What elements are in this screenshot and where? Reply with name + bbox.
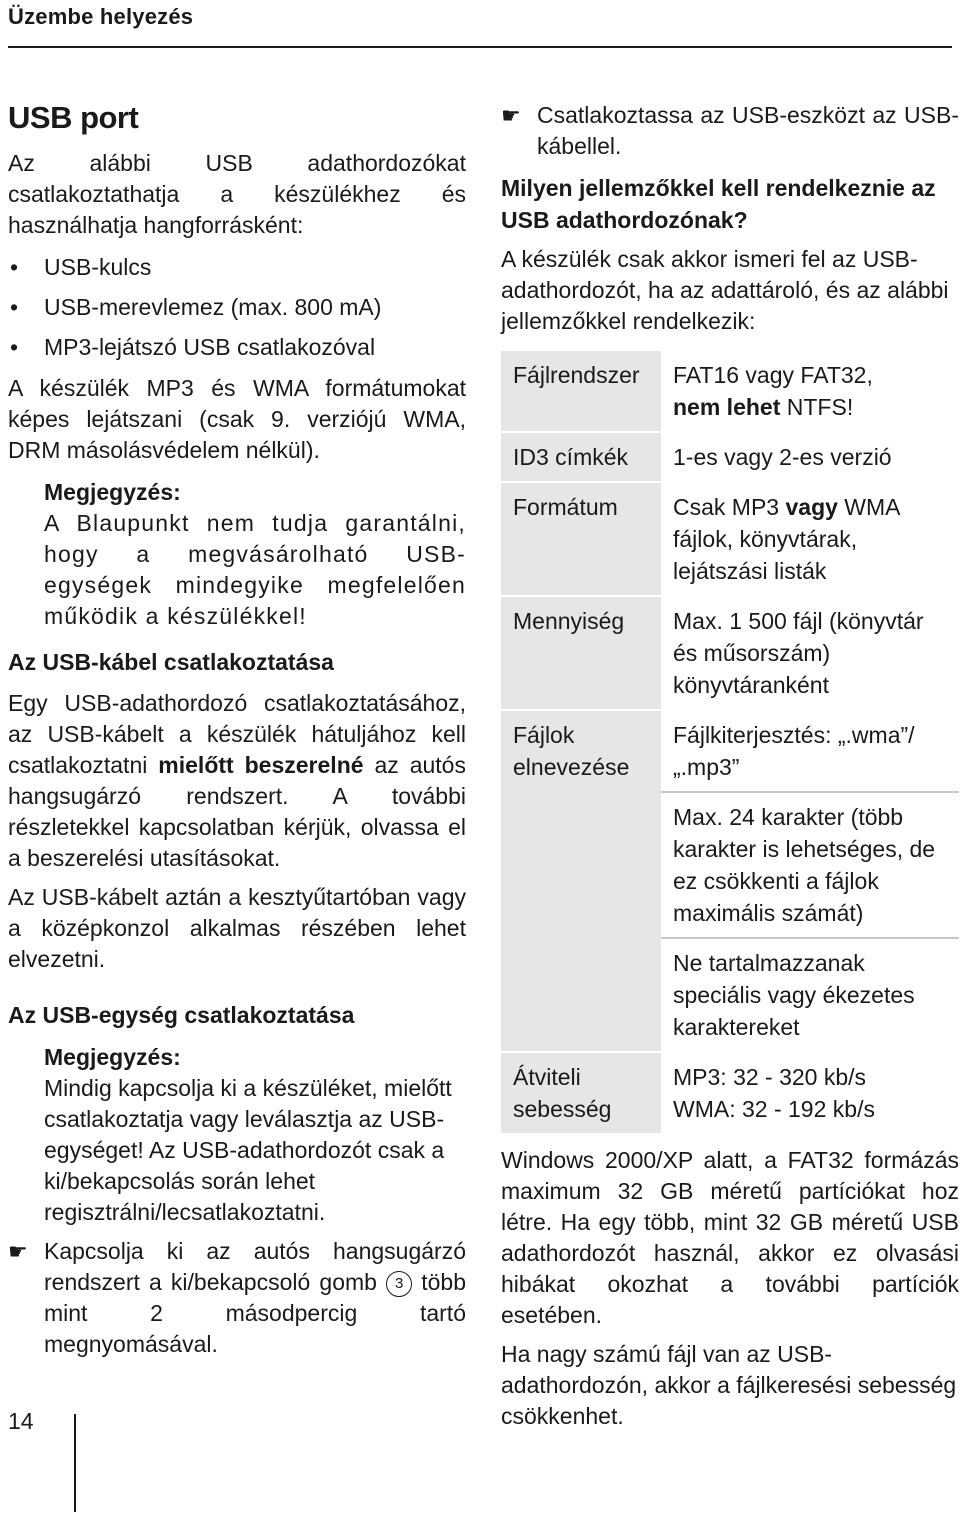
table-row [501,709,959,791]
pointing-hand-icon: ☛ [8,1239,28,1264]
table-value: Ne tartalmazzanak speciális vagy ékezetes karaktereket [661,937,959,1051]
table-row [501,1051,959,1133]
note-power-off [44,1041,466,1228]
bullet-icon: • [10,294,19,320]
table-key: Átviteli sebesség [501,1051,661,1133]
note-heading: Megjegyzés: [44,1044,181,1070]
bullet-icon: • [10,334,19,360]
header-divider [8,46,952,48]
cable-heading: Az USB-kábel csatlakoztatása [8,649,334,675]
table-value: FAT16 vagy FAT32, nem lehet NTFS! [673,362,873,420]
table-row [501,351,959,431]
table-key: Mennyiség [501,595,661,709]
page-number: 14 [8,1408,34,1434]
table-value: MP3: 32 - 320 kb/s WMA: 32 - 192 kb/s [661,1051,959,1133]
button-number-badge: 3 [386,1271,412,1297]
footer-divider [74,1414,76,1512]
table-key: Formátum [501,481,661,595]
requirements-table [501,351,959,1133]
requirements-question: Milyen jellemzőkkel kell rendelkeznie az USB adathordozónak? [501,175,936,233]
search-speed-paragraph: Ha nagy számú fájl van az USB-adathordozón, akkor a fájlkeresési sebesség csökkenhet. [501,1341,957,1429]
table-value: Max. 1 500 fájl (könyvtár és műsorszám) könyvtáranként [661,595,959,709]
bullet-icon: • [10,254,19,280]
table-key: Fájlok elnevezése [501,709,661,1051]
table-value: Fájlkiterjesztés: „.wma”/„.mp3” [661,709,959,791]
table-key: ID3 címkék [501,431,661,481]
cable-paragraph-2: Az USB-kábelt aztán a kesztyűtartóban vagy a középkonzol alkalmas részében lehet elvezetni. [8,884,466,972]
table-key: Fájlrendszer [501,351,661,431]
fat32-paragraph: Windows 2000/XP alatt, a FAT32 formázás maximum 32 GB méretű partíciókat hoz létre. Ha egy több, mint 32 GB méretű USB adathordozót használ, akkor ez olvasási hibákat okozhat a további partíciók esetében. [501,1147,959,1328]
device-list [8,247,466,367]
intro-paragraph: Az alábbi USB adathordozókat csatlakoztathatja a készülékhez és használhatja hangforrásként: [8,150,466,238]
pointing-hand-icon: ☛ [501,103,521,128]
note-compatibility [44,476,466,632]
note-heading: Megjegyzés: [44,479,181,505]
formats-paragraph: A készülék MP3 és WMA formátumokat képes lejátszani (csak 9. verziójú WMA, DRM másolásvédelem nélkül). [8,375,466,463]
unit-heading: Az USB-egység csatlakoztatása [8,1002,355,1028]
list-item: • MP3-lejátszó USB csatlakozóval [8,327,466,367]
list-item: • USB-kulcs [8,247,466,287]
right-column [501,100,959,1432]
emphasis-before-install: mielőtt beszerelné [158,752,364,778]
instruction-step: ☛ Kapcsolja ki az autós hangsugárzó rendszert a ki/bekapcsoló gomb 3 több mint 2 másodpercig tartó megnyomásával. [8,1238,467,1357]
note-text: Mindig kapcsolja ki a készüléket, mielőtt csatlakoztatja vagy leválasztja az USB-egységet! Az USB-adathordozót csak a ki/bekapcsolás során lehet regisztrálni/lecsatlakoztatni. [44,1075,452,1225]
note-text: A Blaupunkt nem tudja garantálni, hogy a megvásárolható USB-egységek mindegyike megfelelően működik a készülékkel! [44,510,466,629]
table-value: 1-es vagy 2-es verzió [661,431,959,481]
usb-port-heading: USB port [8,100,139,135]
requirements-intro: A készülék csak akkor ismeri fel az USB-adathordozót, ha az adattároló, és az alábbi jellemzőkkel rendelkezik: [501,246,949,334]
section-header: Üzembe helyezés [8,4,194,29]
table-row [501,481,959,595]
table-value: Csak MP3 vagy WMA fájlok, könyvtárak, lejátszási listák [661,481,959,595]
table-value: Max. 24 karakter (több karakter is lehetséges, de ez csökkenti a fájlok maximális számát) [661,791,959,937]
table-row [501,431,959,481]
cable-paragraph-1: Egy USB-adathordozó csatlakoztatásához, az USB-kábelt a készülék hátuljához kell csatlakoztatni mielőtt beszerelné az autós hangsugárzó rendszert. A további részletekkel kapcsolatban kérjük, olvassa el a beszerelési utasításokat. [8,690,466,871]
table-row [501,595,959,709]
instruction-step: ☛ Csatlakoztassa az USB-eszközt az USB-kábellel. [501,102,959,159]
list-item: • USB-merevlemez (max. 800 mA) [8,287,466,327]
left-column [8,98,466,1360]
